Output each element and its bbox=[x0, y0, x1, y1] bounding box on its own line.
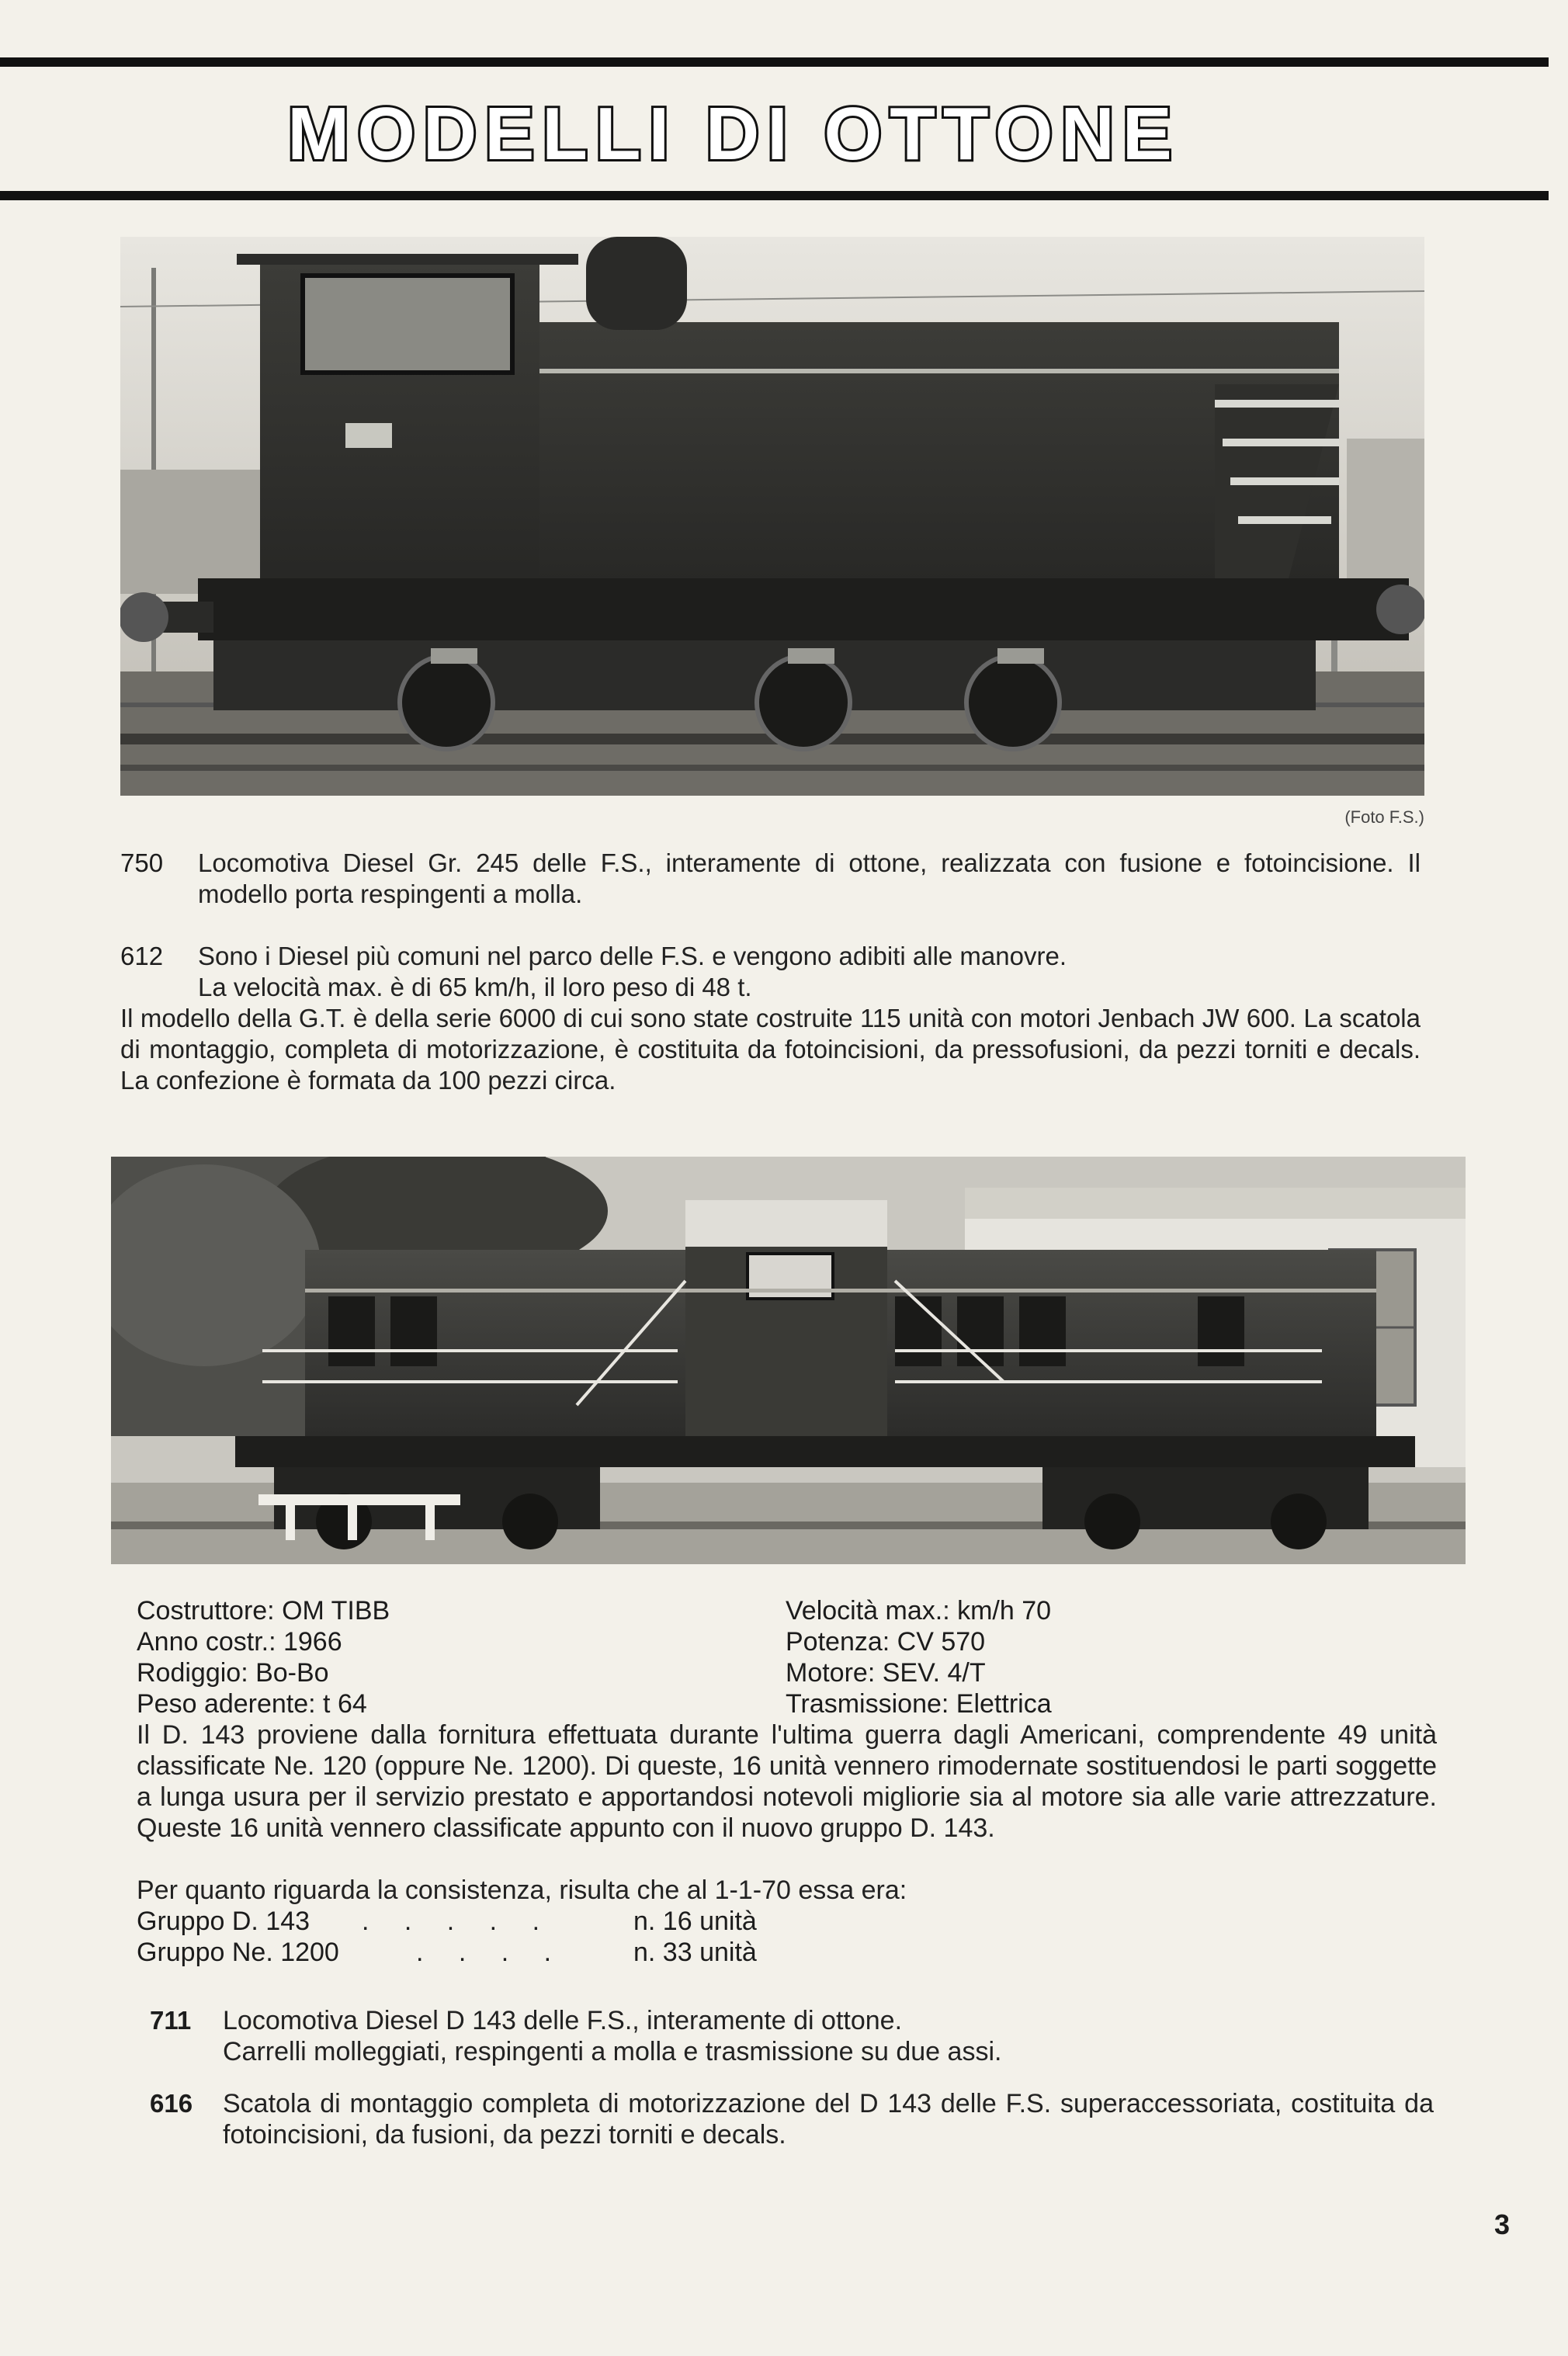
spec-power: Potenza: CV 570 bbox=[786, 1627, 986, 1657]
spec-builder: Costruttore: OM TIBB bbox=[137, 1596, 390, 1626]
consistency-intro: Per quanto riguarda la consistenza, risulta che al 1-1-70 essa era: bbox=[137, 1875, 907, 1905]
item-711-line1: Locomotiva Diesel D 143 delle F.S., interamente di ottone. bbox=[223, 2006, 903, 2035]
specs-left-column bbox=[137, 1595, 727, 1719]
history-paragraph: Il D. 143 proviene dalla fornitura effettuata durante l'ultima guerra dagli Americani, comprendente 49 unità classificate Ne. 120 (oppure Ne. 1200). Di queste, 16 unità vennero rimodernate sostituendosi le parti soggette a lunga usura per il servizio prestato e apportandosi notevoli migliorie sia al motore sia alle varie attrezzature. Queste 16 unità vennero classificate appunto con il nuovo gruppo D. 143. bbox=[137, 1720, 1437, 1843]
group-name: Gruppo Ne. 1200 bbox=[137, 1938, 339, 1967]
header-top-rule bbox=[0, 57, 1549, 67]
item-616-description: Scatola di montaggio completa di motorizzazione del D 143 delle F.S. superaccessoriata, costituita da fotoincisioni, da fusioni, da pezzi torniti e decals. bbox=[223, 2089, 1434, 2150]
item-code-612: 612 bbox=[120, 942, 164, 970]
item-612-line2: La velocità max. è di 65 km/h, il loro peso di 48 t. bbox=[198, 973, 752, 1001]
item-711-line2: Carrelli molleggiati, respingenti a molla e trasmissione su due assi. bbox=[223, 2037, 1002, 2066]
item-code-616: 616 bbox=[150, 2089, 193, 2118]
item-612-line1: Sono i Diesel più comuni nel parco delle F.S. e vengono adibiti alle manovre. bbox=[198, 942, 1067, 970]
spec-year: Anno costr.: 1966 bbox=[137, 1627, 342, 1657]
spec-wheel-arrangement: Rodiggio: Bo-Bo bbox=[137, 1658, 329, 1688]
group-count: n. 16 unità bbox=[633, 1907, 757, 1936]
page-title: MODELLI DI OTTONE bbox=[287, 92, 1180, 175]
item-750-description: Locomotiva Diesel Gr. 245 delle F.S., interamente di ottone, realizzata con fusione e fotoincisione. Il modello porta respingenti a molla. bbox=[198, 848, 1421, 908]
group-dots: . . . . bbox=[416, 1938, 566, 1967]
header-bottom-rule bbox=[0, 191, 1549, 200]
spec-max-speed: Velocità max.: km/h 70 bbox=[786, 1596, 1052, 1626]
photo-locomotive-245 bbox=[120, 237, 1424, 796]
group-dots: . . . . . bbox=[362, 1907, 554, 1936]
group-row-ne1200 bbox=[137, 1937, 757, 1968]
spec-engine: Motore: SEV. 4/T bbox=[786, 1658, 986, 1688]
spec-adhesive-weight: Peso aderente: t 64 bbox=[137, 1689, 367, 1719]
item-code-750: 750 bbox=[120, 848, 164, 877]
group-row-d143 bbox=[137, 1906, 757, 1937]
item-code-711: 711 bbox=[150, 2006, 192, 2035]
photo-credit: (Foto F.S.) bbox=[1344, 807, 1424, 827]
photo-locomotive-d143 bbox=[111, 1157, 1466, 1564]
page-number: 3 bbox=[1494, 2209, 1511, 2240]
spec-transmission: Trasmissione: Elettrica bbox=[786, 1689, 1052, 1719]
item-612-description: Il modello della G.T. è della serie 6000 di cui sono state costruite 115 unità con motori Jenbach JW 600. La scatola di montaggio, completa di motorizzazione, è costituita da fotoincisioni, da pressofusioni, da pezzi torniti e decals. La confezione è formata da 100 pezzi circa. bbox=[120, 1004, 1421, 1095]
group-count: n. 33 unità bbox=[633, 1938, 757, 1967]
group-name: Gruppo D. 143 bbox=[137, 1907, 310, 1936]
specs-right-column bbox=[786, 1595, 1422, 1719]
